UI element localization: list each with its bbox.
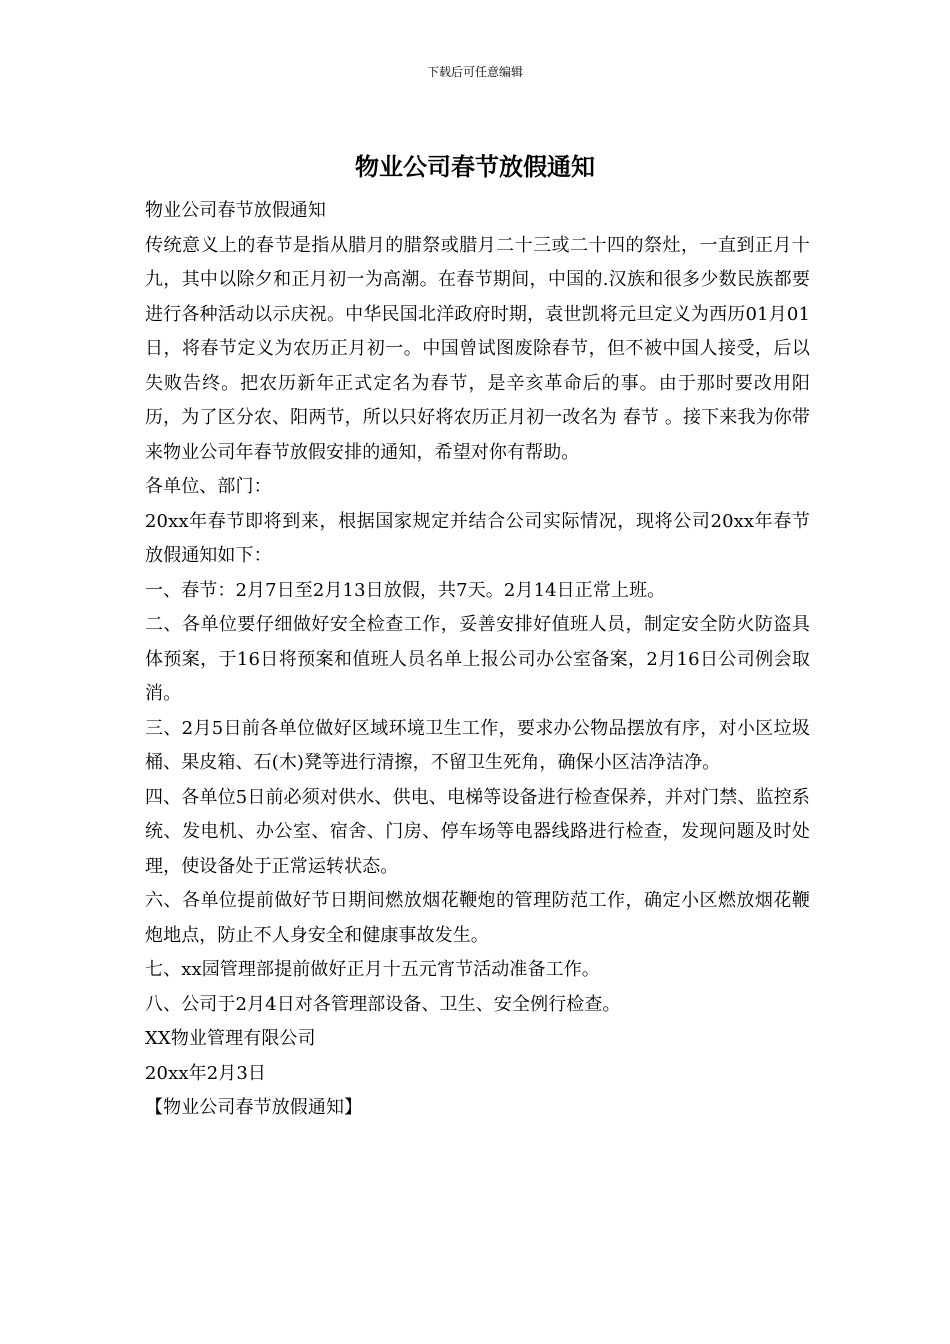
- paragraph-item-4: 四、各单位5日前必须对供水、供电、电梯等设备进行检查保养，并对门禁、监控系统、发电机、办公室、宿舍、门房、停车场等电器线路进行检查，发现问题及时处理，使设备处于正常运转状态。: [145, 786, 810, 877]
- paragraph-item-7: 七、xx园管理部提前做好正月十五元宵节活动准备工作。: [145, 959, 600, 980]
- paragraph-signature-company: XX物业管理有限公司: [145, 1028, 316, 1049]
- paragraph-item-6: 六、各单位提前做好节日期间燃放烟花鞭炮的管理防范工作，确定小区燃放烟花鞭炮地点，防止不人身安全和健康事故发生。: [145, 890, 810, 946]
- paragraph-signature-date: 20xx年2月3日: [145, 1062, 267, 1084]
- paragraph-item-2: 二、各单位要仔细做好安全检查工作，妥善安排好值班人员，制定安全防火防盗具体预案，于16日将预案和值班人员名单上报公司办公室备案，2月16日公司例会取消。: [145, 614, 810, 704]
- paragraph-announcement: 20xx年春节即将到来，根据国家规定并结合公司实际情况，现将公司20xx年春节放假通知如下：: [145, 510, 810, 566]
- paragraph-footer-title: 【物业公司春节放假通知】: [145, 1097, 363, 1118]
- paragraph-item-3: 三、2月5日前各单位做好区域环境卫生工作，要求办公物品摆放有序，对小区垃圾桶、果皮箱、石(木)凳等进行清擦，不留卫生死角，确保小区洁净洁净。: [145, 717, 810, 773]
- document-body: [145, 194, 810, 1126]
- paragraph-item-1: 一、春节：2月7日至2月13日放假，共7天。2月14日正常上班。: [145, 579, 666, 601]
- paragraph-subtitle: 物业公司春节放假通知: [145, 200, 326, 221]
- paragraph-item-8: 八、公司于2月4日对各管理部设备、卫生、安全例行检查。: [145, 993, 621, 1015]
- document-title: 物业公司春节放假通知: [355, 152, 595, 181]
- paragraph-salutation: 各单位、部门：: [145, 476, 272, 497]
- paragraph-intro: 传统意义上的春节是指从腊月的腊祭或腊月二十三或二十四的祭灶，一直到正月十九，其中以除夕和正月初一为高潮。在春节期间，中国的.汉族和很多少数民族都要进行各种活动以示庆祝。中华民国北洋政府时期，袁世凯将元旦定义为西历01月01日，将春节定义为农历正月初一。中国曾试图废除春节，但不被中国人接受，后以失败告终。把农历新年正式定名为春节，是辛亥革命后的事。由于那时要改用阳历，为了区分农、阳两节，所以只好将农历正月初一改名为 春节 。接下来我为你带来物业公司年春节放假安排的通知，希望对你有帮助。: [145, 234, 810, 463]
- page-header-note: 下载后可任意编辑: [426, 65, 523, 79]
